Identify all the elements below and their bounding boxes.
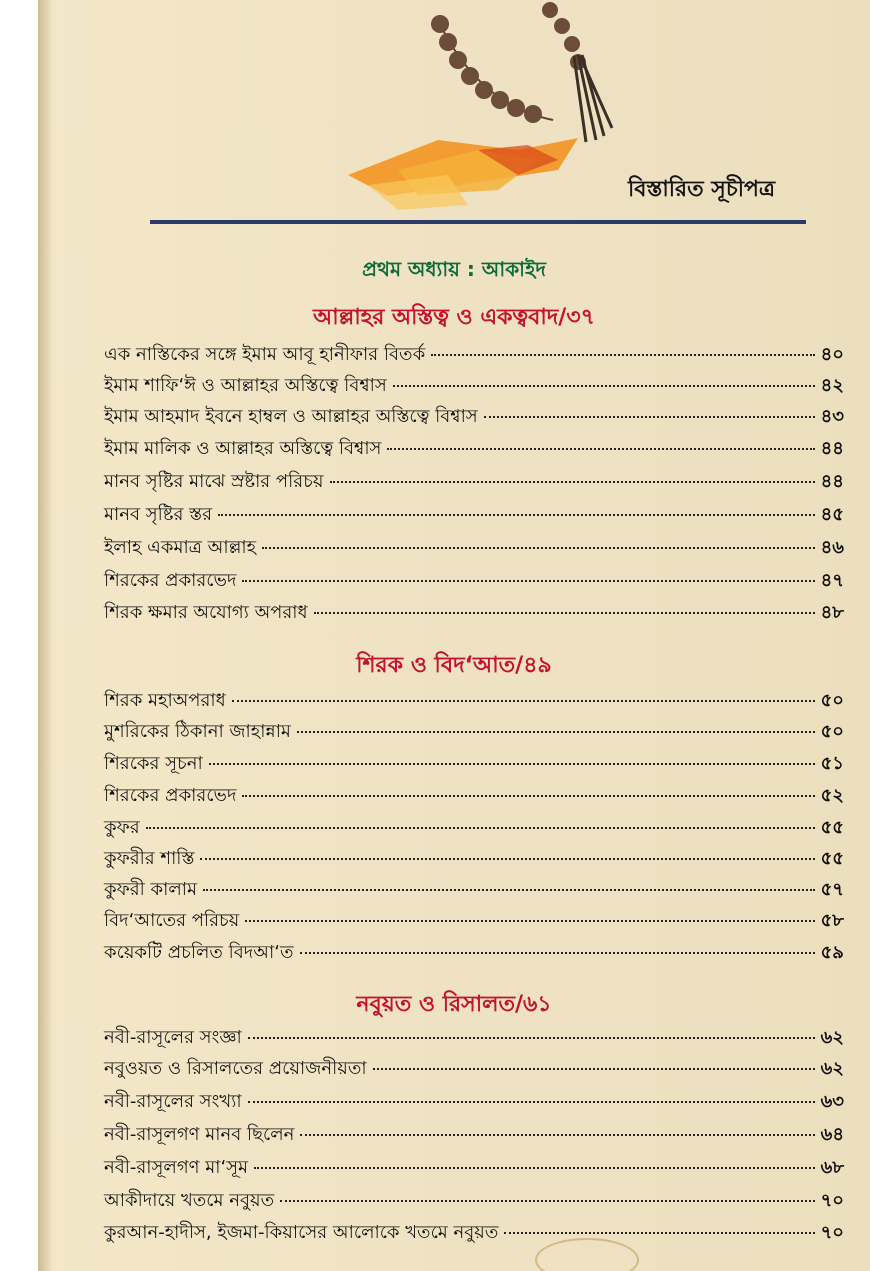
section-title: আল্লাহর অস্তিত্ব ও একত্ববাদ/৩৭ bbox=[313, 305, 595, 330]
toc-entry[interactable] bbox=[104, 906, 844, 936]
dot-leader bbox=[314, 612, 815, 614]
toc-entry[interactable] bbox=[104, 371, 844, 401]
toc-entry[interactable] bbox=[104, 1186, 844, 1216]
section-title: নবুয়ত ও রিসালত/৬১ bbox=[356, 992, 552, 1017]
toc-entry[interactable] bbox=[104, 844, 844, 874]
toc-entry-text: ইমাম আহমাদ ইবনে হাম্বল ও আল্লাহর অস্তিত্বে বিশ্বাস bbox=[104, 406, 478, 427]
toc-entry[interactable] bbox=[104, 566, 844, 596]
toc-entry-text: নবুওয়ত ও রিসালতের প্রয়োজনীয়তা bbox=[104, 1058, 367, 1079]
toc-entry-page: ৪৭ bbox=[820, 570, 844, 591]
toc-entry[interactable] bbox=[104, 500, 844, 530]
toc-entry[interactable] bbox=[104, 875, 844, 905]
toc-entry-text: মানব সৃষ্টির মাঝে স্রষ্টার পরিচয় bbox=[104, 471, 324, 492]
dot-leader bbox=[242, 580, 814, 582]
toc-entry-page: ৪৪ bbox=[820, 471, 844, 492]
toc-entry-text: নবী-রাসূলের সংজ্ঞা bbox=[104, 1027, 242, 1048]
toc-entry[interactable] bbox=[104, 467, 844, 497]
toc-entry[interactable] bbox=[104, 402, 844, 432]
dot-leader bbox=[232, 700, 815, 702]
toc-entry-text: মানব সৃষ্টির স্তর bbox=[104, 504, 212, 525]
toc-entry-page: ৫৭ bbox=[820, 879, 844, 900]
dot-leader bbox=[248, 1101, 815, 1103]
toc-entry-text: ইলাহ একমাত্র আল্লাহ bbox=[104, 537, 257, 558]
toc-entry-page: ৪৫ bbox=[820, 504, 844, 525]
toc-entry-page: ৪৬ bbox=[820, 537, 844, 558]
toc-entry[interactable] bbox=[104, 749, 844, 779]
toc-entry[interactable] bbox=[104, 1087, 844, 1117]
toc-entry-page: ৬৪ bbox=[820, 1124, 844, 1145]
toc-entry-text: শিরকের সূচনা bbox=[104, 753, 203, 774]
toc-entry-page: ৬৩ bbox=[820, 1091, 844, 1112]
toc-entry-page: ৫০ bbox=[820, 721, 844, 742]
toc-entry-text: শিরকের প্রকারভেদ bbox=[104, 785, 237, 806]
dot-leader bbox=[248, 1037, 815, 1039]
dot-leader bbox=[280, 1200, 814, 1202]
toc-entry-text: কুফরীর শাস্তি bbox=[104, 848, 195, 869]
toc-entry-page: ৪৩ bbox=[820, 406, 844, 427]
toc-entry-page: ৪০ bbox=[820, 344, 844, 365]
book-page bbox=[38, 0, 870, 1271]
toc-entry[interactable] bbox=[104, 598, 844, 628]
toc-entry-text: কয়েকটি প্রচলিত বিদআ‘ত bbox=[104, 942, 294, 963]
toc-entry[interactable] bbox=[104, 717, 844, 747]
dot-leader bbox=[300, 952, 815, 954]
dot-leader bbox=[297, 731, 815, 733]
toc-entry-text: নবী-রাসূলের সংখ্যা bbox=[104, 1091, 242, 1112]
toc-entry-page: ৬৮ bbox=[820, 1157, 844, 1178]
toc-entry-text: ইমাম মালিক ও আল্লাহর অস্তিত্বে বিশ্বাস bbox=[104, 438, 382, 459]
toc-entry-page: ৫৫ bbox=[820, 817, 844, 838]
toc-entry-text: মুশরিকের ঠিকানা জাহান্নাম bbox=[104, 721, 291, 742]
toc-entry-page: ৭০ bbox=[820, 1190, 844, 1211]
dot-leader bbox=[146, 827, 815, 829]
toc-entry[interactable] bbox=[104, 533, 844, 563]
toc-entry-page: ৬২ bbox=[820, 1027, 844, 1048]
toc-entry-text: শিরকের প্রকারভেদ bbox=[104, 570, 237, 591]
dot-leader bbox=[300, 1134, 814, 1136]
toc-entry-text: নবী-রাসূলগণ মা‘সূম bbox=[104, 1157, 249, 1178]
dot-leader bbox=[262, 547, 815, 549]
dot-leader bbox=[218, 514, 815, 516]
toc-entry-text: আকীদায়ে খতমে নবুয়ত bbox=[104, 1190, 275, 1211]
toc-entry-page: ৫০ bbox=[820, 690, 844, 711]
toc-entry-text: ইমাম শাফি‘ঈ ও আল্লাহর অস্তিত্বে বিশ্বাস bbox=[104, 375, 387, 396]
toc-entry-page: ৬২ bbox=[820, 1058, 844, 1079]
toc-entry-text: এক নাস্তিকের সঙ্গে ইমাম আবূ হানীফার বিতর্ক bbox=[104, 344, 426, 365]
dot-leader bbox=[484, 416, 815, 418]
dot-leader bbox=[242, 795, 814, 797]
toc-entry-page: ৫৯ bbox=[820, 942, 844, 963]
toc-entry[interactable] bbox=[104, 1054, 844, 1084]
prayer-beads-illustration bbox=[328, 0, 628, 225]
dot-leader bbox=[373, 1068, 815, 1070]
toc-entry[interactable] bbox=[104, 686, 844, 716]
toc-entry-page: ৫৮ bbox=[820, 910, 844, 931]
toc-entry[interactable] bbox=[104, 1153, 844, 1183]
dot-leader bbox=[431, 354, 814, 356]
toc-entry-text: কুরআন-হাদীস, ইজমা-কিয়াসের আলোকে খতমে নবুয়ত bbox=[104, 1222, 499, 1243]
toc-entry[interactable] bbox=[104, 1218, 844, 1248]
dot-leader bbox=[387, 448, 814, 450]
header-divider bbox=[150, 220, 806, 224]
toc-entry[interactable] bbox=[104, 1023, 844, 1053]
toc-entry-page: ৪৪ bbox=[820, 438, 844, 459]
toc-entry-text: বিদ‘আতের পরিচয় bbox=[104, 910, 240, 931]
dot-leader bbox=[245, 920, 814, 922]
toc-entry[interactable] bbox=[104, 813, 844, 843]
toc-entry-page: ৫৫ bbox=[820, 848, 844, 869]
dot-leader bbox=[393, 385, 815, 387]
toc-entry[interactable] bbox=[104, 938, 844, 968]
toc-entry-text: কুফর bbox=[104, 817, 140, 838]
toc-entry[interactable] bbox=[104, 434, 844, 464]
dot-leader bbox=[209, 763, 815, 765]
toc-entry-text: নবী-রাসূলগণ মানব ছিলেন bbox=[104, 1124, 295, 1145]
toc-entry-page: ৭০ bbox=[820, 1222, 844, 1243]
dot-leader bbox=[254, 1167, 815, 1169]
dot-leader bbox=[330, 481, 815, 483]
toc-entry-page: ৫১ bbox=[820, 753, 844, 774]
toc-entry-text: কুফরী কালাম bbox=[104, 879, 197, 900]
header-title: বিস্তারিত সূচীপত্র bbox=[628, 177, 776, 202]
chapter-heading: প্রথম অধ্যায় : আকাইদ bbox=[362, 257, 546, 281]
toc-entry[interactable] bbox=[104, 340, 844, 370]
dot-leader bbox=[504, 1232, 814, 1234]
toc-entry-page: ৪৮ bbox=[820, 602, 844, 623]
toc-entry[interactable] bbox=[104, 781, 844, 811]
toc-entry-text: শিরক ক্ষমার অযোগ্য অপরাধ bbox=[104, 602, 308, 623]
toc-entry[interactable] bbox=[104, 1120, 844, 1150]
dot-leader bbox=[200, 858, 814, 860]
book-spine-shadow bbox=[38, 0, 52, 1271]
toc-entry-page: ৫২ bbox=[820, 785, 844, 806]
toc-entry-page: ৪২ bbox=[820, 375, 844, 396]
section-title: শিরক ও বিদ‘আত/৪৯ bbox=[356, 653, 552, 678]
toc-entry-text: শিরক মহাঅপরাধ bbox=[104, 690, 226, 711]
dot-leader bbox=[203, 889, 815, 891]
